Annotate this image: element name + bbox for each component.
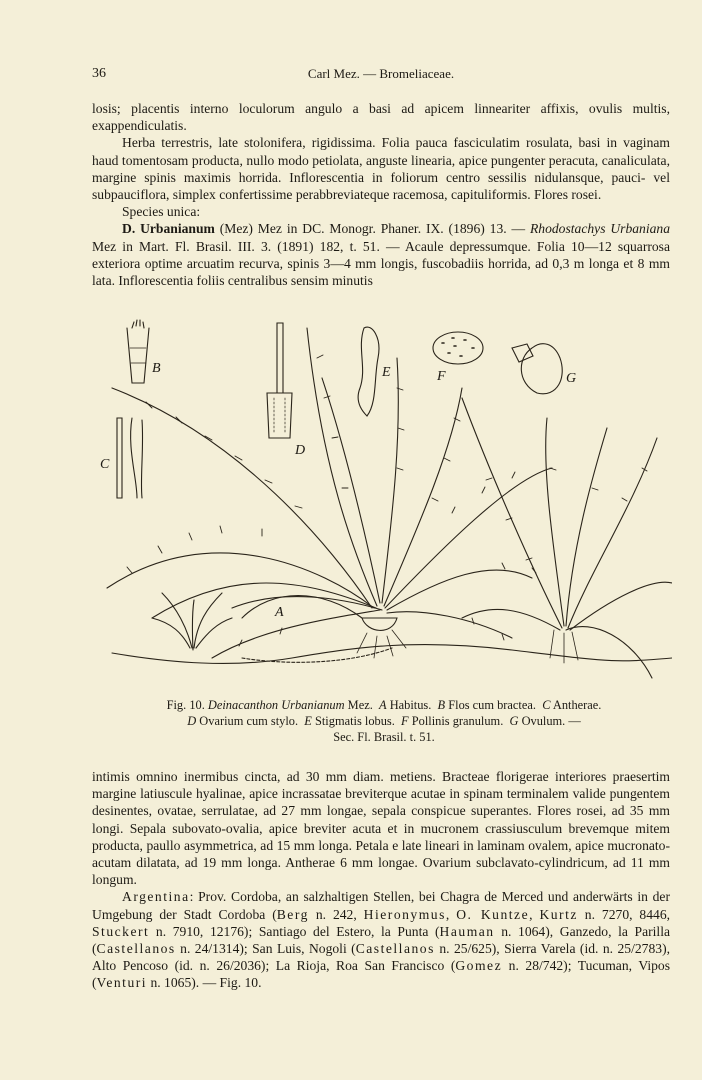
collector: Hauman <box>439 923 495 939</box>
caption-text-c: Antherae. <box>552 698 602 712</box>
detail-b-flower <box>127 328 149 383</box>
paragraph-description-continued: intimis omnino inermibus cincta, ad 30 mm diam. metiens. Bracteae florigerae interiores praesertim margine latiuscule hyalinae, apice incrassatae breviterque acutae in spinam terminalem valide pungentem desinentes, ovatae, serrulatae, ad 27 mm longae, sepala conspicue superantes. Flores rosei, ad 35 mm longi. Sepala subovato-ovalia, apice breviter acuta et in mucronem crassiusculum brevemque mitem producta, paullo asymmetrica, ad 15 mm longa. Petala e late lineari in laminam ovalem, apice mucronato-acutam dilatata, ad 19 mm longa. Antherae 6 mm longae. Ovarium subclavato-cylindricum, ad 11 mm longum. <box>92 769 670 888</box>
collector: Castellanos <box>96 941 176 957</box>
bottom-text-block <box>92 768 670 992</box>
caption-text-e: Stigmatis lobus. <box>314 714 395 728</box>
collector: Hieronymus <box>363 906 446 922</box>
top-text-block <box>92 100 670 289</box>
leaf <box>112 388 372 608</box>
caption-source: Sec. Fl. Brasil. t. 51. <box>333 730 435 744</box>
caption-text-f: Pollinis granulum. <box>411 714 504 728</box>
caption-text-b: Flos cum bractea. <box>448 698 536 712</box>
caption-key-f: F <box>401 714 409 728</box>
caption-key-c: C <box>542 698 551 712</box>
species-description: Mez in Mart. Fl. Brasil. III. 3. (1891) 182, t. 51. — Acaule depressumque. Folia 10—12 squarrosa exteriora optime arcuatim recurva, spinis 3—4 mm longis, fuscobadiis horrida, ad 0,3 m longa et 8 mm lata. Inflorescentia foliis centralibus sensim minutis <box>92 238 670 289</box>
detail-d-ovary <box>277 323 283 393</box>
species-citation: (Mez) Mez in DC. Monogr. Phaner. IX. (1896) 13. — <box>214 221 530 237</box>
synonym-name: Rhodostachys Urbaniana <box>529 221 671 237</box>
illustration-drawing <box>92 318 672 690</box>
collector: Berg <box>276 906 309 922</box>
species-unica-line: Species unica: <box>122 204 201 220</box>
paragraph-continuation: losis; placentis interno loculorum angulo a basi ad apicem linneariter affixis, ovulis multis, exappendiculatis. <box>92 101 670 134</box>
caption-key-g: G <box>509 714 519 728</box>
caption-text-g: Ovulum. — <box>521 714 581 728</box>
detail-f-pollen <box>433 332 483 364</box>
running-title: Carl Mez. — Bromeliaceae. <box>307 66 455 81</box>
paragraph-genus-description: Herba terrestris, late stolonifera, rigidissima. Folia pauca fasciculatim rosulata, basi in vaginam haud tomentosam producta, nullo modo petiolata, anguste linearia, apice pungenter peracuta, canaliculata, margine spinis maximis horrida. Inflorescentia in foliorum centro sessilis nidulansque, pauci- vel subpauciflora, simplex confertissime perabbreviateque racemosa, capituliformis. Flores rosei. <box>92 135 670 203</box>
figure-label-e: E <box>382 365 391 380</box>
collector: O. Kuntze <box>456 906 530 922</box>
figure-label-a: A <box>275 605 284 620</box>
page-number: 36 <box>92 66 106 81</box>
collector: Stuckert <box>92 923 150 939</box>
collector: Kurtz <box>539 906 578 922</box>
running-header <box>92 66 670 84</box>
caption-key-e: E <box>304 714 312 728</box>
botanical-illustration <box>92 318 672 690</box>
figure-label-f: F <box>437 369 446 384</box>
paragraph-distribution: Argentina: Prov. Cordoba, an salzhaltigen Stellen, bei Chagra de Merced und anderwärts in der Umgebung der Stadt Cordoba (Berg n. 242, Hieronymus, O. Kuntze, Kurtz n. 7270, 8446, Stuckert n. 7910, 12176); Santiago del Estero, la Punta (Hauman n. 1064), Ganzedo, la Parilla (Castellanos n. 24/1314); San Luis, Nogoli (Castellanos n. 25/625), Sierra Varela (id. n. 25/2783), Alto Pencoso (id. n. 26/2036); La Rioja, Roa San Francisco (Gomez n. 28/742); Tucuman, Vipos (Venturi n. 1065). — Fig. 10. <box>92 889 671 991</box>
region-name: Argentina <box>122 889 190 905</box>
detail-g-ovule <box>521 344 562 394</box>
figure-label-b: B <box>152 361 161 376</box>
species-name: D. Urbanianum <box>122 221 215 237</box>
caption-text-d: Ovarium cum stylo. <box>199 714 299 728</box>
figure-caption <box>92 697 676 745</box>
collector: Castellanos <box>355 941 435 957</box>
collector: Gomez <box>455 958 503 974</box>
caption-key-a: A <box>379 698 387 712</box>
collector: Venturi <box>96 975 148 991</box>
caption-key-b: B <box>437 698 446 712</box>
species-entry <box>92 220 670 289</box>
caption-text-a: Habitus. <box>389 698 432 712</box>
caption-line-1 <box>92 697 676 713</box>
figure-label-c: C <box>100 457 110 472</box>
figure-label-d: D <box>295 443 306 458</box>
caption-taxon: Deinacanthon Urbanianum <box>207 698 345 712</box>
caption-key-d: D <box>187 714 197 728</box>
detail-c-anther <box>117 418 122 498</box>
figure-label-g: G <box>566 371 577 386</box>
figure-number: Fig. 10. <box>166 698 205 712</box>
detail-e-stigma <box>358 327 379 416</box>
caption-author: Mez. <box>347 698 373 712</box>
caption-line-2 <box>92 713 676 729</box>
